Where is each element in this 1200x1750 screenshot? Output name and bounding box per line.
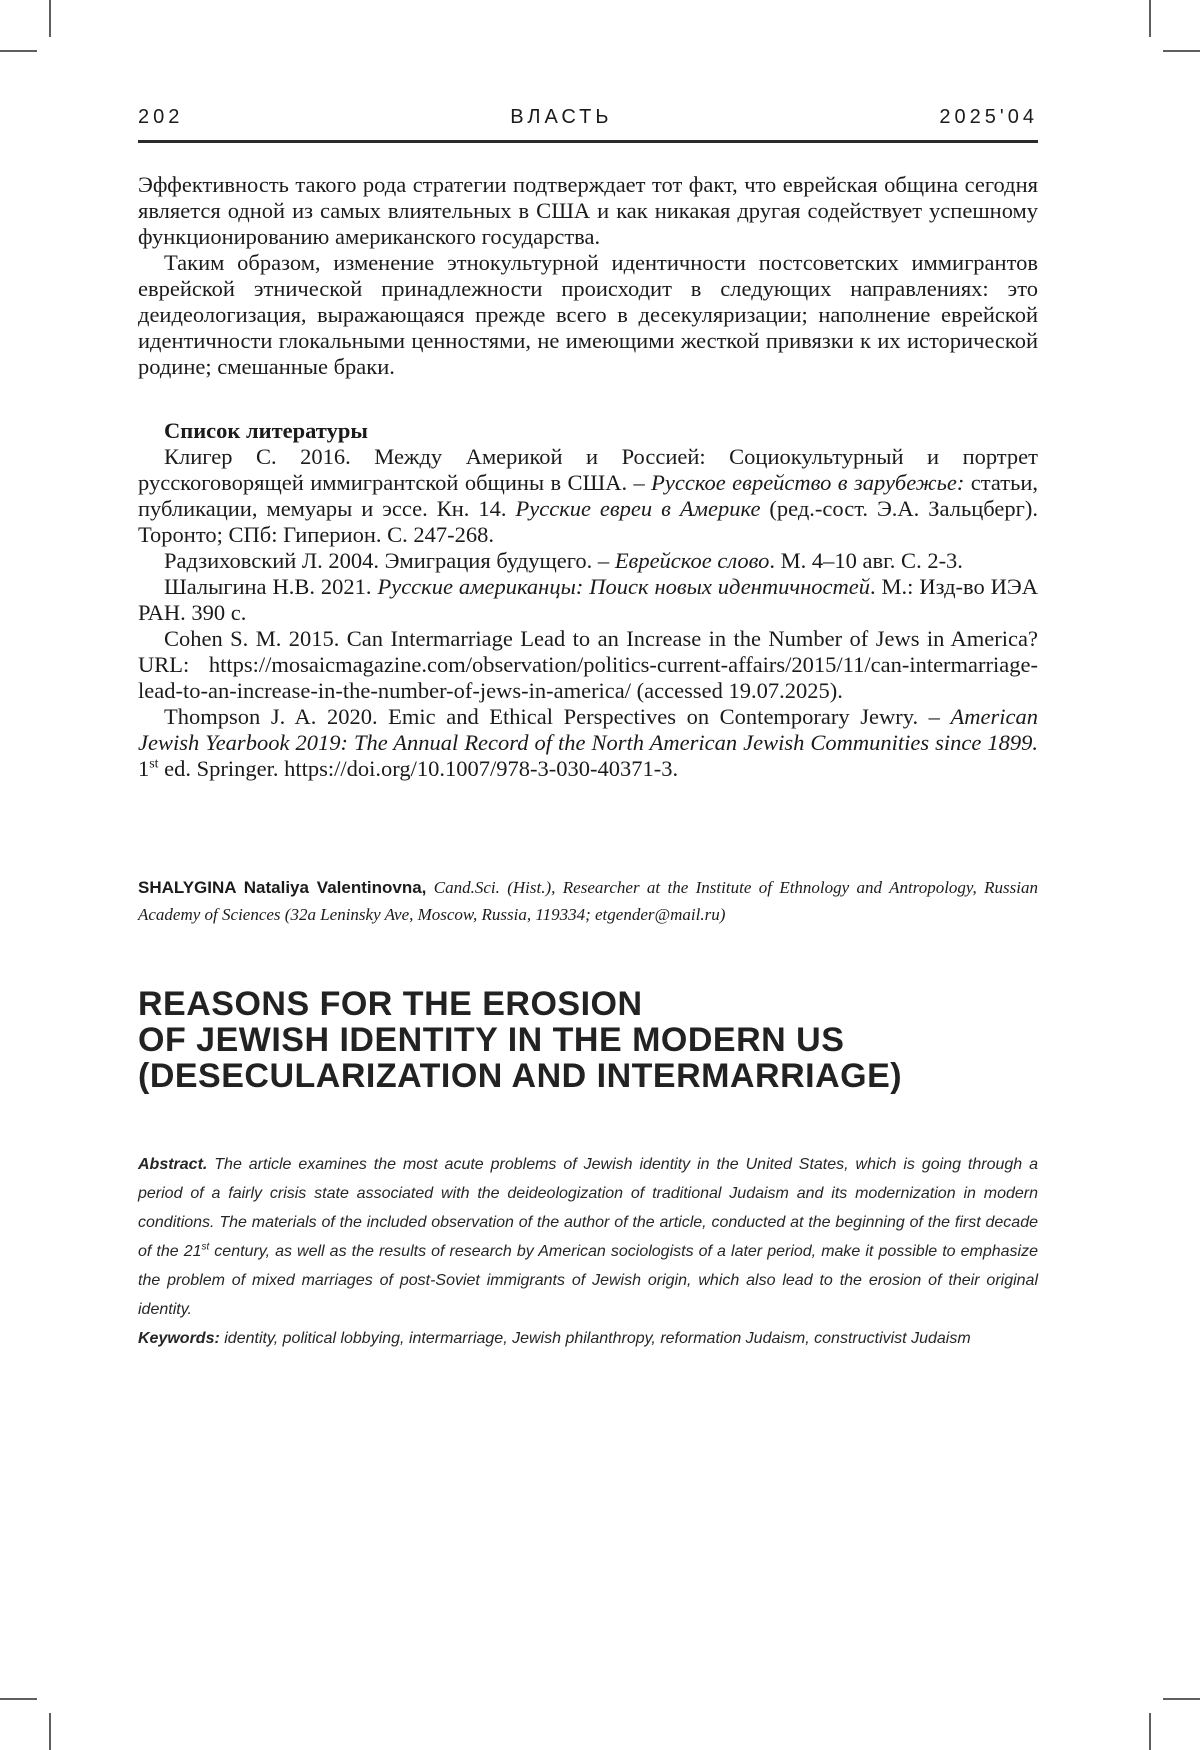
reference-item xyxy=(138,548,1038,574)
crop-mark-top-right-horizontal xyxy=(1163,50,1200,52)
text-segment: . М.: Изд-во ИЭА РАН. 390 с. xyxy=(138,574,1039,625)
text-segment: SHALYGINA Nataliya Valentinovna, xyxy=(138,878,427,897)
text-segment: (ред.-сост. Э.А. Зальцберг). Торонто; СПб: Гиперион. С. 247-268. xyxy=(138,496,1038,547)
article-title-line: OF JEWISH IDENTITY IN THE MODERN US xyxy=(138,1021,845,1059)
text-segment: Cohen S. M. 2015. Can Intermarriage Lead to an Increase in the Number of Jews in America? URL: https://mosaicmagazine.com/observation/politics-current-affairs/2015/11/can-intermarriage-lead-to-an-increase-in-the-number-of-jews-in-america/ (accessed 19.07.2025). xyxy=(138,626,1038,703)
reference-item xyxy=(138,704,1038,782)
abstract xyxy=(138,1150,1038,1324)
page-header xyxy=(138,106,1038,143)
crop-mark-top-right-vertical xyxy=(1149,0,1151,37)
text-segment: century, as well as the results of research by American sociologists of a later period, make it possible to emphasize the problem of mixed marriages of post-Soviet immigrants of Jewish origin, which also lead to the erosion of their original identity. xyxy=(138,1243,1038,1318)
article-title-line: (DESECULARIZATION AND INTERMARRIAGE) xyxy=(138,1057,903,1095)
text-segment: 1 xyxy=(138,756,150,781)
text-segment: The article examines the most acute problems of Jewish identity in the United States, which is going through a period of a fairly crisis state associated with the deideologization of traditional Judaism and its modernization in modern conditions. The materials of the included observation of the author of the article, conducted at the beginning of the first decade of the 21 xyxy=(138,1156,1038,1260)
text-segment: Русское еврейство в зарубежье: xyxy=(651,470,965,495)
reference-item xyxy=(138,444,1038,548)
text-segment: identity, political lobbying, intermarriage, Jewish philanthropy, reformation Judaism, constructivist Judaism xyxy=(219,1330,971,1347)
text-segment: Эффективность такого рода стратегии подтверждает тот факт, что еврейская община сегодня является одной из самых влиятельных в США и как никакая другая содействует успешному функционированию американского государства. xyxy=(138,172,1038,249)
text-segment: Таким образом, изменение этнокультурной идентичности постсоветских иммигрантов еврейской этнической принадлежности происходит в следующих направлениях: это деидеологизация, выражающаяся прежде всего в десекуляризации; наполнение еврейской идентичности глокальными ценностями, не имеющими жесткой привязки к их исторической родине; смешанные браки. xyxy=(138,250,1038,379)
crop-mark-top-left-horizontal xyxy=(0,50,37,52)
reference-item xyxy=(138,626,1038,704)
text-segment: Еврейское слово xyxy=(614,548,770,573)
text-segment: Cand.Sci. (Hist.), Researcher at the Institute of Ethnology and Antropology, Russian Academy of Sciences (32a Leninsky Ave, Moscow, Russia, 119334; etgender@mail.ru) xyxy=(138,878,1038,924)
body-paragraph xyxy=(138,250,1038,380)
text-segment: . М. 4–10 авг. С. 2-3. xyxy=(769,548,963,573)
author-note xyxy=(138,874,1038,928)
article-title xyxy=(138,986,1038,1094)
text-segment: Русские евреи в Америке xyxy=(515,496,761,521)
text-segment: ed. Springer. https://doi.org/10.1007/978-3-030-40371-3. xyxy=(158,756,679,781)
crop-mark-top-left-vertical xyxy=(49,0,51,37)
text-segment: Радзиховский Л. 2004. Эмиграция будущего. – xyxy=(164,548,615,573)
issue-number: 2025'04 xyxy=(939,106,1038,128)
text-segment: American Jewish Yearbook 2019: The Annual Record of the North American Jewish Communities since 1899. xyxy=(138,704,1038,755)
journal-title: ВЛАСТЬ xyxy=(510,106,613,128)
text-segment: статьи, публикации, мемуары и эссе. Кн. 14. xyxy=(138,470,1038,521)
keywords xyxy=(138,1324,1038,1353)
text-segment: Thompson J. A. 2020. Emic and Ethical Perspectives on Contemporary Jewry. – xyxy=(164,704,951,729)
text-segment: Русские американцы: Поиск новых идентичностей xyxy=(377,574,870,599)
page-number: 202 xyxy=(138,106,184,128)
crop-mark-bottom-left-vertical xyxy=(49,1713,51,1750)
text-segment: Клигер С. 2016. Между Америкой и Россией: Социокультурный и портрет русскоговорящей иммигрантской общины в США. – xyxy=(138,444,1038,495)
text-segment: Abstract. xyxy=(138,1156,208,1173)
crop-mark-bottom-left-horizontal xyxy=(0,1698,37,1700)
text-segment: Keywords: xyxy=(138,1330,220,1347)
body-paragraph xyxy=(138,172,1038,250)
references-heading: Список литературы xyxy=(164,418,368,443)
crop-mark-bottom-right-vertical xyxy=(1149,1713,1151,1750)
article-title-line: REASONS FOR THE EROSION xyxy=(138,985,643,1023)
article-content xyxy=(138,172,1038,1353)
reference-item xyxy=(138,574,1038,626)
crop-mark-bottom-right-horizontal xyxy=(1163,1698,1200,1700)
text-segment: st xyxy=(201,1241,210,1253)
text-segment: Шалыгина Н.В. 2021. xyxy=(164,574,378,599)
text-segment: st xyxy=(149,756,159,772)
